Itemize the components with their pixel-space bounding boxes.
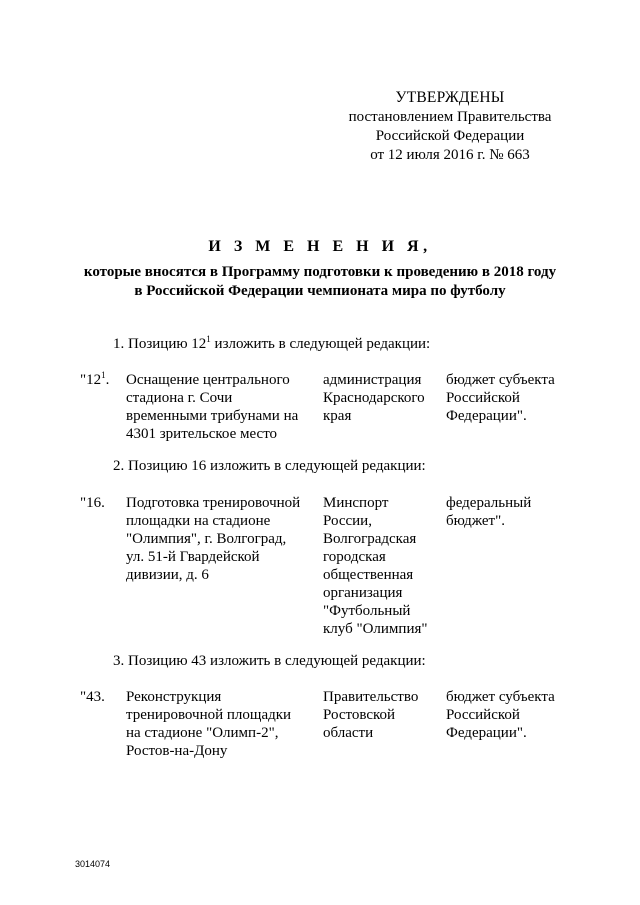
responsible-line: области xyxy=(323,725,374,741)
position-number-2: "16. xyxy=(80,495,105,511)
instruction-3: 3. Позицию 43 изложить в следующей редакции: xyxy=(113,653,426,669)
responsible-cell-3 xyxy=(323,688,433,742)
document-code: 3014074 xyxy=(75,859,111,869)
document-title-text: И З М Е Н Е Н И Я, xyxy=(208,238,432,255)
subtitle-line-2: в Российской Федерации чемпионата мира по футболу xyxy=(134,283,506,299)
description-cell-3 xyxy=(126,688,311,760)
responsible-cell-2 xyxy=(323,494,433,638)
description-line: ул. 51-й Гвардейской xyxy=(126,549,260,565)
funding-cell-3 xyxy=(446,688,576,742)
position-number-1-sup: 1 xyxy=(101,370,106,380)
description-line: временными трибунами на xyxy=(126,408,299,424)
position-number-3: "43. xyxy=(80,689,105,705)
instruction-1-text-end: изложить в следующей редакции: xyxy=(210,336,431,352)
document-subtitle xyxy=(60,263,580,301)
responsible-line: России, xyxy=(323,513,372,529)
approval-heading: УТВЕРЖДЕНЫ xyxy=(395,89,505,106)
instruction-2: 2. Позицию 16 изложить в следующей редакции: xyxy=(113,458,426,474)
funding-line: Российской xyxy=(446,707,520,723)
description-line: Оснащение центрального xyxy=(126,372,290,388)
responsible-line: Краснодарского xyxy=(323,390,425,406)
responsible-line: края xyxy=(323,408,352,424)
description-line: тренировочной площадки xyxy=(126,707,292,723)
approval-line-3: от 12 июля 2016 г. № 663 xyxy=(370,147,530,163)
funding-line: Российской xyxy=(446,390,520,406)
description-line: Реконструкция xyxy=(126,689,222,705)
subtitle-line-1: которые вносятся в Программу подготовки к проведению в 2018 году xyxy=(83,264,557,280)
instruction-1-text: 1. Позицию 12 xyxy=(113,336,207,352)
responsible-line: общественная xyxy=(323,567,414,583)
responsible-line: Минспорт xyxy=(323,495,389,511)
description-line: Ростов-на-Дону xyxy=(126,743,228,759)
responsible-line: Ростовской xyxy=(323,707,396,723)
instruction-1-superscript: 1 xyxy=(206,334,211,344)
description-line: дивизии, д. 6 xyxy=(126,567,209,583)
responsible-line: организация xyxy=(323,585,403,601)
responsible-line: Волгоградская xyxy=(323,531,417,547)
responsible-line: "Футбольный xyxy=(323,603,411,619)
responsible-cell-1 xyxy=(323,371,433,425)
funding-cell-1 xyxy=(446,371,576,425)
description-line: на стадионе "Олимп-2", xyxy=(126,725,279,741)
description-line: стадиона г. Сочи xyxy=(126,390,233,406)
position-number-1 xyxy=(80,371,120,389)
approval-line-2: Российской Федерации xyxy=(375,128,525,144)
responsible-line: городская xyxy=(323,549,386,565)
description-line: 4301 зрительское место xyxy=(126,426,278,442)
document-title xyxy=(0,238,640,256)
description-line: площадки на стадионе xyxy=(126,513,271,529)
funding-line: федеральный xyxy=(446,495,532,511)
responsible-line: клуб "Олимпия" xyxy=(323,621,428,637)
funding-line: Федерации". xyxy=(446,408,527,424)
position-number-1-text: "12 xyxy=(80,372,102,388)
description-cell-1 xyxy=(126,371,311,443)
instruction-1 xyxy=(113,335,430,353)
approval-block xyxy=(300,88,600,165)
funding-line: бюджет субъекта xyxy=(446,372,555,388)
position-number-1-end: . xyxy=(105,372,110,388)
funding-line: бюджет субъекта xyxy=(446,689,555,705)
responsible-line: администрация xyxy=(323,372,422,388)
description-cell-2 xyxy=(126,494,311,584)
description-line: "Олимпия", г. Волгоград, xyxy=(126,531,287,547)
responsible-line: Правительство xyxy=(323,689,419,705)
approval-line-1: постановлением Правительства xyxy=(348,109,552,125)
funding-line: Федерации". xyxy=(446,725,527,741)
description-line: Подготовка тренировочной xyxy=(126,495,301,511)
funding-cell-2 xyxy=(446,494,576,530)
funding-line: бюджет". xyxy=(446,513,505,529)
